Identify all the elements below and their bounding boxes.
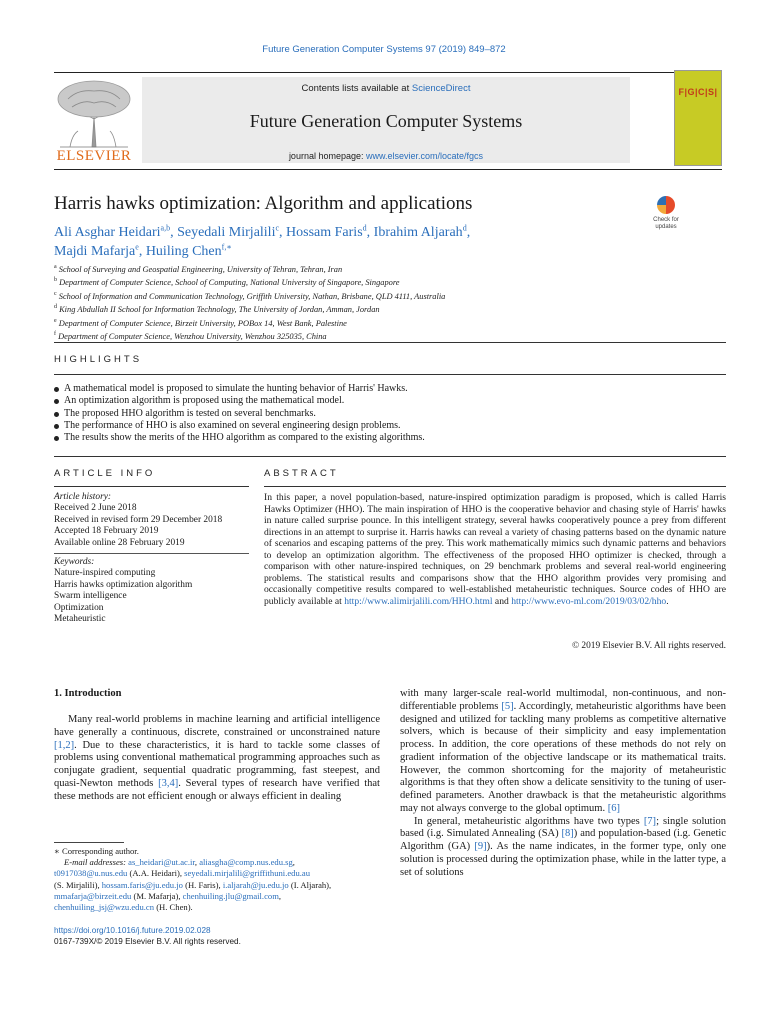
highlights-list [54, 383, 714, 444]
highlight-item: The proposed HHO algorithm is tested on several benchmarks. [54, 408, 714, 420]
section-heading-introduction: 1. Introduction [54, 688, 122, 699]
journal-title: Future Generation Computer Systems [249, 111, 523, 131]
article-info [54, 492, 249, 625]
email-link[interactable]: i.aljarah@ju.edu.jo [222, 879, 289, 890]
keyword-item: Harris hawks optimization algorithm [54, 579, 193, 590]
abstract-copyright: © 2019 Elsevier B.V. All rights reserved. [571, 641, 726, 651]
email-link[interactable]: as_heidari@ut.ac.ir [128, 857, 195, 868]
intro-right-column [400, 688, 726, 879]
corresponding-author-note: ∗ Corresponding author. [54, 846, 139, 856]
footnotes [54, 846, 384, 913]
paragraph: with many larger-scale real-world multimodal, non-continuous, and non-differentiable problems [5]. Accordingly, metaheuristic algorithms have been designed and utilized for tackling many problems as competitive alternative solvers, which is because of their simplicity and easy implementation process. In addition, the core operations of these methods do not rely on gradient information of the objective landscape or its mathematical traits. However, the common shortcoming for the majority of metaheuristic algorithms is that they often show a delicate sensitivity to the tuning of user-defined parameters. Another drawback is that the metaheuristic algorithms may not always converge to the global optimum. [6] [400, 688, 726, 814]
author-affiliation-marker: e [135, 242, 139, 252]
highlight-item: An optimization algorithm is proposed using the mathematical model. [54, 395, 714, 407]
email-link[interactable]: t0917038@u.nus.edu [54, 868, 128, 879]
keyword-item: Nature-inspired computing [54, 568, 156, 579]
abstract-heading: ABSTRACT [264, 468, 339, 479]
elsevier-logo[interactable] [54, 77, 134, 165]
footnote-divider [54, 842, 124, 843]
journal-reference[interactable]: Future Generation Computer Systems 97 (2019) 849–872 [262, 44, 506, 55]
intro-left-column [54, 714, 380, 803]
divider [54, 374, 726, 375]
journal-cover-thumbnail[interactable] [674, 70, 722, 166]
keyword-item: Optimization [54, 602, 104, 613]
elsevier-tree-icon [54, 77, 134, 149]
citation-link[interactable]: [9] [474, 841, 487, 852]
highlights-heading: HIGHLIGHTS [54, 354, 143, 365]
author-link[interactable]: Ibrahim Aljarah [373, 225, 463, 240]
divider [54, 486, 249, 487]
author-affiliation-marker: c [275, 223, 280, 233]
email-addresses: E-mail addresses: as_heidari@ut.ac.ir, aliasgha@comp.nus.edu.sg, t0917038@u.nus.edu (A.A. Heidari), seyedali.mirjalili@griffithuni.edu.au (S. Mirjalili), hossam.faris@ju.edu.jo (H. Faris), i.aljarah@ju.edu.jo (I. Aljarah), mmafarja@birzeit.edu (M. Mafarja), chenhuiling.jlu@gmail.com, chenhuiling_jsj@wzu.edu.cn (H. Chen). [54, 857, 332, 913]
cover-label: F|G|C|S| [678, 87, 718, 97]
abstract-text: In this paper, a novel population-based, nature-inspired optimization paradigm is proposed, which is called Harris Hawks Optimizer (HHO). The main inspiration of HHO is the cooperative behavior and chasing style of Harris' hawks in nature called surprise pounce. In this intelligent strategy, several hawks cooperatively pounce a prey from different directions in an attempt to surprise it. Harris hawks can reveal a variety of chasing patterns based on the dynamic nature of scenarios and escaping patterns of the prey. This work mathematically mimics such dynamic patterns and behaviors to develop an optimization algorithm. The effectiveness of the proposed HHO optimizer is checked, through a comparison with other nature-inspired techniques, on 29 benchmark problems and several real-world engineering problems. The statistical results and comparisons show that the HHO algorithm provides very promising and occasionally competitive results compared to well-established metaheuristic techniques. Source codes of HHO are publicly available at http://www.alimirjalili.com/HHO.html and http://www.evo-ml.com/2019/03/02/hho. [264, 492, 726, 607]
author-list: Ali Asghar Heidari$^{a,b}$, Seyedali Mirjalili$^c$, Hossam Faris$^d$, Ibrahim Aljarah$^d$, Majdi Mafarja$^e$, Huiling Chen$^{f,∗}$ [54, 223, 471, 259]
affiliation-item: $^b$ Department of Computer Science, School of Computing, National University of Singapore, Singapore [54, 277, 400, 288]
keyword-item: Metaheuristic [54, 614, 106, 625]
paragraph: In general, metaheuristic algorithms have two types [7]; single solution based (i.g. Simulated Annealing (SA) [8]) and population-based (i.g. Genetic Algorithm (GA) [9]). As the name indicates, in the former type, only one solution is processed during the optimization phase, while in the latter type, a set of solutions [400, 815, 726, 878]
affiliation-item: $^c$ School of Information and Communication Technology, Griffith University, Nathan, Brisbane, QLD 4111, Australia [54, 290, 446, 301]
check-updates-icon [657, 196, 675, 214]
homepage-line [142, 151, 630, 161]
email-link[interactable]: seyedali.mirjalili@griffithuni.edu.au [184, 868, 311, 879]
issn-line: 0167-739X/© 2019 Elsevier B.V. All rights reserved. [54, 937, 241, 946]
contents-prefix: Contents lists available at [301, 83, 412, 94]
highlight-item: The performance of HHO is also examined on several engineering design problems. [54, 420, 714, 432]
affiliation-list [54, 262, 714, 342]
divider [264, 486, 726, 487]
affiliation-item: $^d$ King Abdullah II School for Information Technology, The University of Jordan, Amman, Jordan [54, 304, 380, 314]
email-link[interactable]: hossam.faris@ju.edu.jo [101, 879, 183, 890]
divider [54, 553, 249, 554]
affiliation-item: $^f$ Department of Computer Science, Wenzhou University, Wenzhou 325035, China [54, 330, 327, 341]
author-affiliation-marker: f,∗ [221, 242, 232, 252]
email-link[interactable]: chenhuiling.jlu@gmail.com [182, 890, 279, 901]
journal-homepage-link[interactable]: www.elsevier.com/locate/fgcs [366, 151, 484, 161]
citation-link[interactable]: [6] [607, 802, 620, 814]
citation-link[interactable]: [3,4] [158, 777, 179, 789]
history-item: Received 2 June 2018 [54, 503, 137, 514]
citation-link[interactable]: [7] [643, 815, 657, 827]
history-item: Received in revised form 29 December 2018 [54, 514, 223, 525]
doi-block [54, 925, 384, 947]
source-code-link-2[interactable]: http://www.evo-ml.com/2019/03/02/hho [511, 595, 667, 607]
citation-link[interactable]: [8] [561, 828, 574, 840]
email-link[interactable]: mmafarja@birzeit.edu [54, 890, 132, 901]
affiliation-item: $^e$ Department of Computer Science, Birzeit University, POBox 14, West Bank, Palestine [54, 317, 347, 328]
author-affiliation-marker: d [362, 223, 367, 233]
history-item: Available online 28 February 2019 [54, 537, 185, 548]
author-link[interactable]: Seyedali Mirjalili [177, 225, 276, 240]
sciencedirect-link[interactable]: ScienceDirect [411, 83, 471, 94]
affiliation-item: $^a$ School of Surveying and Geospatial Engineering, University of Tehran, Tehran, Iran [54, 264, 343, 274]
email-link[interactable]: chenhuiling_jsj@wzu.edu.cn [54, 902, 155, 913]
publisher-logo-text: ELSEVIER [56, 148, 132, 164]
keyword-item: Swarm intelligence [54, 591, 127, 602]
homepage-prefix: journal homepage: [288, 151, 366, 161]
author-link[interactable]: Huiling Chen [145, 244, 222, 259]
author-link[interactable]: Ali Asghar Heidari [54, 225, 161, 240]
divider [54, 342, 726, 343]
author-affiliation-marker: d [462, 223, 467, 233]
author-link[interactable]: Hossam Faris [286, 225, 363, 240]
masthead [54, 72, 722, 170]
journal-title-panel [142, 77, 630, 163]
check-for-updates-badge[interactable] [646, 196, 686, 236]
citation-link[interactable]: [5] [501, 700, 514, 712]
highlight-item: A mathematical model is proposed to simulate the hunting behavior of Harris' Hawks. [54, 383, 714, 395]
history-item: Accepted 18 February 2019 [54, 526, 159, 537]
citation-link[interactable]: [1,2] [54, 739, 75, 751]
email-link[interactable]: aliasgha@comp.nus.edu.sg [199, 857, 293, 868]
check-updates-label: Check for updates [653, 217, 679, 230]
article-history-label: Article history: [54, 492, 112, 502]
doi-link[interactable]: https://doi.org/10.1016/j.future.2019.02.028 [54, 926, 211, 935]
divider [54, 456, 726, 457]
contents-line [142, 83, 630, 94]
highlight-item: The results show the merits of the HHO algorithm as compared to the existing algorithms. [54, 432, 714, 444]
article-info-heading: ARTICLE INFO [54, 468, 156, 479]
paper-title: Harris hawks optimization: Algorithm and applications [54, 193, 473, 214]
author-link[interactable]: Majdi Mafarja [54, 244, 136, 259]
author-affiliation-marker: a,b [160, 223, 171, 233]
source-code-link[interactable]: http://www.alimirjalili.com/HHO.html [344, 595, 493, 607]
paragraph: Many real-world problems in machine learning and artificial intelligence have generally a continuous, discrete, constrained or unconstrained nature [1,2]. Due to these characteristics, it is hard to tackle some classes of problems using conventional mathematical programming approaches such as conjugate gradient, sequential quadratic programming, fast steepest, and quasi-Newton methods [3,4]. Several types of research have verified that these methods are not efficient enough or always efficient in dealing [54, 714, 380, 802]
keywords-label: Keywords: [54, 557, 95, 568]
